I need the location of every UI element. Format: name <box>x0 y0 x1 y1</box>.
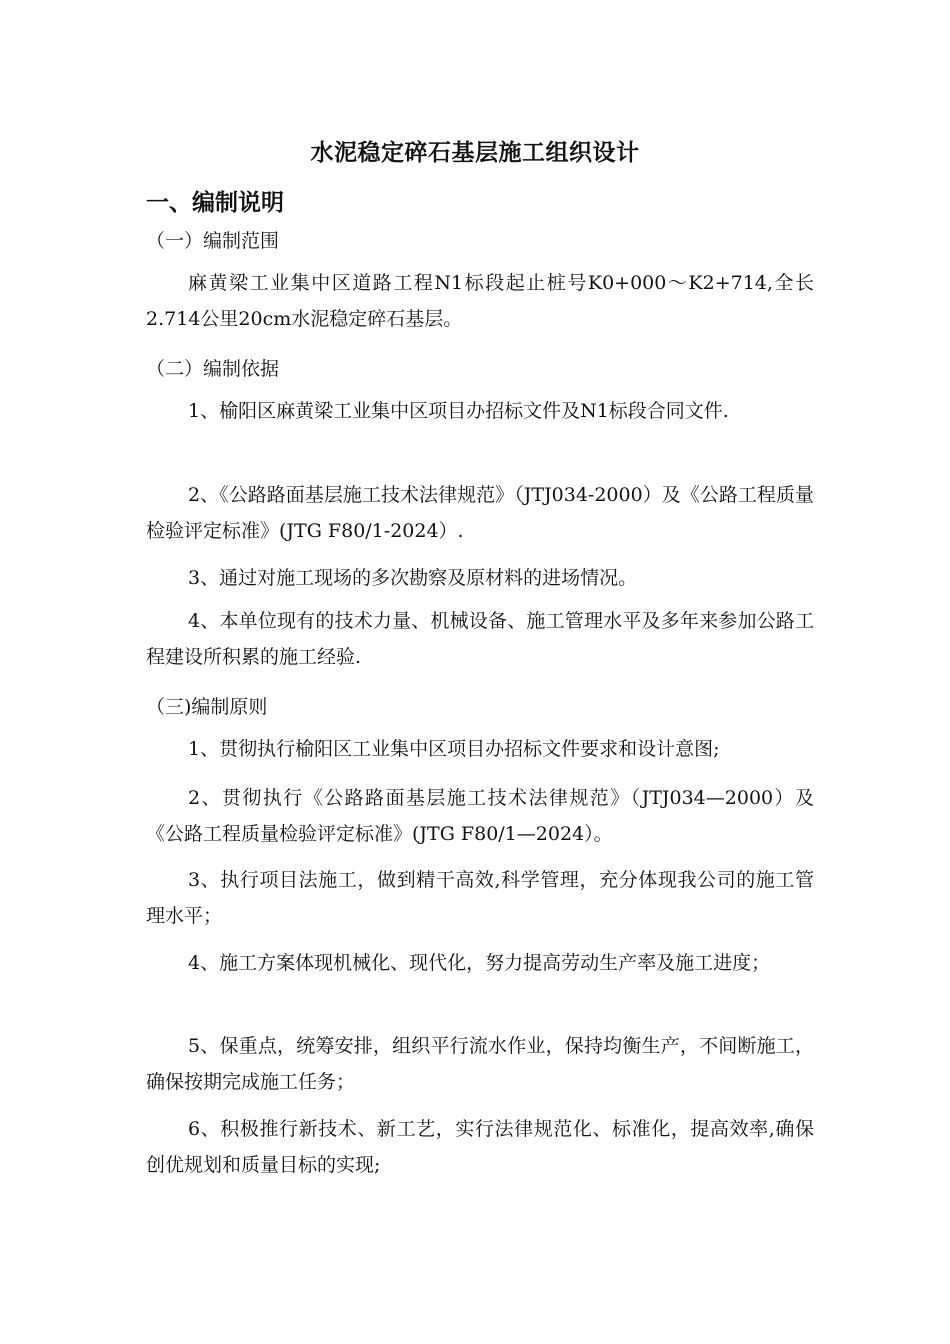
paragraph-basis-3: 3、通过对施工现场的多次勘察及原材料的进场情况。 <box>188 567 638 589</box>
paragraph-principle-2: 2、贯彻执行《公路路面基层施工技术法律规范》（JTJ034—2000）及《公路工程质量检验评定标准》(JTG F80/1—2024）。 <box>146 787 814 845</box>
paragraph-principle-4: 4、施工方案体现机械化、现代化，努力提高劳动生产率及施工进度； <box>188 952 771 974</box>
subsection-heading-scope: （一）编制范围 <box>146 230 280 252</box>
paragraph-scope-1: 麻黄梁工业集中区道路工程N1标段起止桩号K0+000～K2+714,全长2.714公里20cm水泥稳定碎石基层。 <box>146 272 814 330</box>
section-heading-1: 一、编制说明 <box>146 190 284 216</box>
document-title: 水泥稳定碎石基层施工组织设计 <box>310 140 640 166</box>
paragraph-basis-1: 1、榆阳区麻黄梁工业集中区项目办招标文件及N1标段合同文件. <box>188 400 729 422</box>
paragraph-principle-5: 5、保重点，统筹安排，组织平行流水作业，保持均衡生产，不间断施工，确保按期完成施工任务； <box>146 1035 814 1093</box>
paragraph-principle-3: 3、执行项目法施工，做到精干高效,科学管理，充分体现我公司的施工管理水平； <box>146 869 814 927</box>
paragraph-basis-2: 2、《公路路面基层施工技术法律规范》（JTJ034-2000）及《公路工程质量检验评定标准》(JTG F80/1-2024）. <box>146 484 814 542</box>
paragraph-principle-6: 6、积极推行新技术、新工艺，实行法律规范化、标准化，提高效率,确保创优规划和质量目标的实现; <box>146 1118 814 1176</box>
subsection-heading-basis: （二）编制依据 <box>146 358 280 380</box>
paragraph-principle-1: 1、贯彻执行榆阳区工业集中区项目办招标文件要求和设计意图; <box>188 738 720 760</box>
paragraph-basis-4: 4、本单位现有的技术力量、机械设备、施工管理水平及多年来参加公路工程建设所积累的施工经验. <box>146 610 814 668</box>
subsection-heading-principles: （三)编制原则 <box>146 696 268 718</box>
